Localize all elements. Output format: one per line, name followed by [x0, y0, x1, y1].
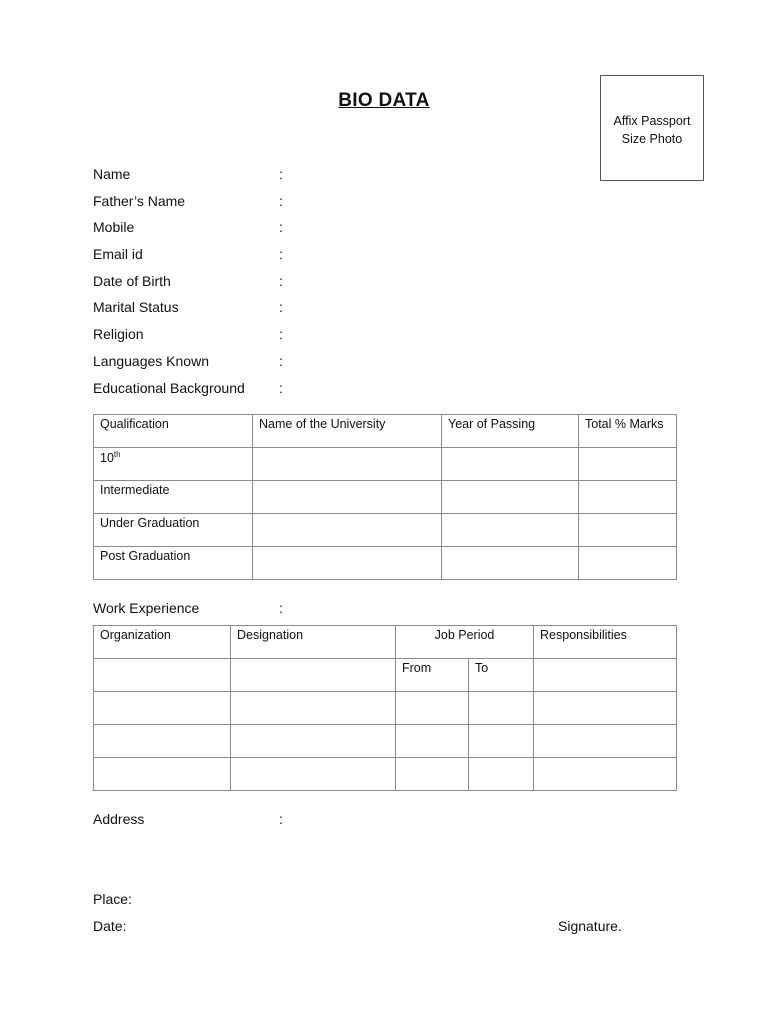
table-cell-empty[interactable]	[469, 692, 534, 725]
page-title: BIO DATA	[338, 90, 430, 111]
table-cell-empty[interactable]	[231, 659, 396, 692]
field-colon: :	[279, 326, 283, 342]
table-row	[94, 448, 677, 481]
table-header-cell: Organization	[94, 626, 231, 659]
field-colon: :	[279, 193, 283, 209]
table-cell-empty[interactable]	[253, 448, 442, 481]
table-cell-empty[interactable]	[253, 547, 442, 580]
table-cell-empty[interactable]	[534, 758, 677, 791]
table-cell-empty[interactable]	[442, 448, 579, 481]
photo-placeholder-box	[600, 75, 704, 181]
photo-box-line2: Size Photo	[621, 132, 683, 146]
field-label-mobile: Mobile	[93, 219, 135, 235]
field-label-marital-status: Marital Status	[93, 299, 179, 315]
table-cell-empty[interactable]	[442, 547, 579, 580]
table-cell-empty[interactable]	[396, 758, 469, 791]
table-header-cell: Designation	[231, 626, 396, 659]
table-row	[94, 514, 677, 547]
field-colon: :	[279, 299, 283, 315]
table-cell-empty[interactable]	[231, 725, 396, 758]
table-row	[94, 725, 677, 758]
field-colon: :	[279, 811, 283, 827]
table-header-cell: Total % Marks	[579, 415, 677, 448]
field-label-work-experience: Work Experience	[93, 600, 200, 616]
table-header-cell: Qualification	[94, 415, 253, 448]
field-colon: :	[279, 353, 283, 369]
table-cell-empty[interactable]	[231, 758, 396, 791]
field-colon: :	[279, 246, 283, 262]
field-label-languages-known: Languages Known	[93, 353, 209, 369]
field-label-name: Name	[93, 166, 131, 182]
field-label-email: Email id	[93, 246, 143, 262]
table-cell-empty[interactable]	[579, 514, 677, 547]
table-header-cell: Name of the University	[253, 415, 442, 448]
table-cell-empty[interactable]	[231, 692, 396, 725]
table-cell-qualification: Intermediate	[94, 481, 253, 514]
table-row	[94, 659, 677, 692]
field-label-place: Place:	[93, 891, 132, 907]
table-header-row	[94, 415, 677, 448]
table-cell-empty[interactable]	[94, 692, 231, 725]
table-cell-empty[interactable]	[534, 725, 677, 758]
photo-box-line1: Affix Passport	[613, 114, 691, 128]
table-cell-empty[interactable]	[579, 448, 677, 481]
table-header-row	[94, 626, 677, 659]
field-colon: :	[279, 600, 283, 616]
table-cell-empty[interactable]	[469, 725, 534, 758]
table-cell-empty[interactable]	[253, 514, 442, 547]
field-label-fathers-name: Father’s Name	[93, 193, 186, 209]
table-cell-empty[interactable]	[579, 481, 677, 514]
signature-label: Signature.	[558, 918, 622, 934]
field-label-date-of-birth: Date of Birth	[93, 273, 171, 289]
table-cell-empty[interactable]	[442, 514, 579, 547]
table-cell-empty[interactable]	[253, 481, 442, 514]
field-colon: :	[279, 273, 283, 289]
field-colon: :	[279, 166, 283, 182]
table-cell-empty[interactable]	[534, 659, 677, 692]
table-header-cell: Job Period	[396, 626, 534, 659]
table-cell-qualification: Under Graduation	[94, 514, 253, 547]
table-cell-empty[interactable]	[94, 758, 231, 791]
table-cell-empty[interactable]	[442, 481, 579, 514]
table-header-cell: Year of Passing	[442, 415, 579, 448]
table-row	[94, 481, 677, 514]
table-cell-empty[interactable]	[469, 758, 534, 791]
table-cell-qualification: Post Graduation	[94, 547, 253, 580]
table-subheader-to: To	[469, 659, 534, 692]
table-subheader-from: From	[396, 659, 469, 692]
table-cell-empty[interactable]	[94, 725, 231, 758]
education-table	[93, 414, 677, 580]
field-colon: :	[279, 380, 283, 396]
table-row	[94, 692, 677, 725]
field-label-religion: Religion	[93, 326, 144, 342]
table-cell-empty[interactable]	[94, 659, 231, 692]
table-cell-empty[interactable]	[396, 725, 469, 758]
field-label-address: Address	[93, 811, 145, 827]
table-cell-empty[interactable]	[396, 692, 469, 725]
field-label-educational-background: Educational Background	[93, 380, 245, 396]
table-row	[94, 758, 677, 791]
table-cell-empty[interactable]	[534, 692, 677, 725]
table-cell-qualification: 10th	[94, 448, 253, 481]
table-cell-empty[interactable]	[579, 547, 677, 580]
work-experience-table	[93, 625, 677, 791]
field-colon: :	[279, 219, 283, 235]
table-header-cell: Responsibilities	[534, 626, 677, 659]
field-label-date: Date:	[93, 918, 127, 934]
table-row	[94, 547, 677, 580]
